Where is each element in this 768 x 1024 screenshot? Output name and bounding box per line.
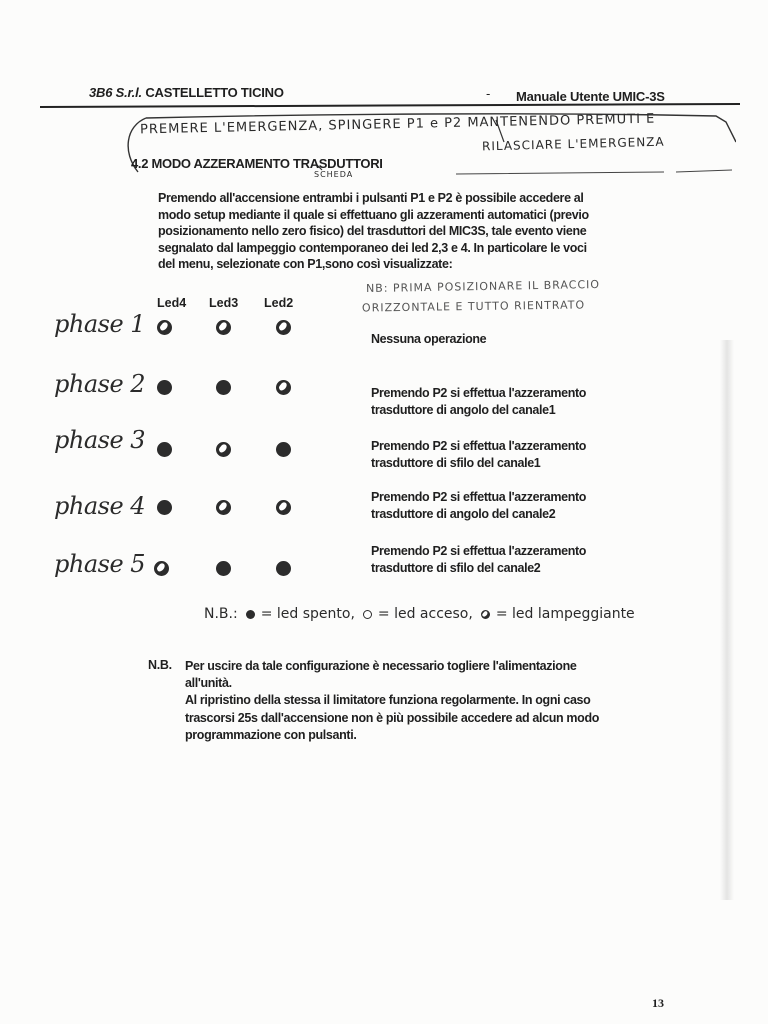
led4-header: Led4 [157, 296, 187, 310]
company-name: 3B6 S.r.l. [89, 85, 142, 100]
led2-indicator [276, 500, 291, 515]
note-line: programmazione con pulsanti. [185, 727, 357, 742]
phase-label: phase 5 [54, 550, 146, 578]
led-off-icon [246, 610, 255, 619]
header-company [89, 85, 284, 100]
paragraph-line: posizionamento nello zero fisico) del trasduttori del MIC3S, tale evento viene [158, 224, 587, 239]
led3-indicator [216, 320, 231, 335]
handwritten-nb-line1: NB: PRIMA POSIZIONARE IL BRACCIO [365, 277, 601, 296]
led3-indicator [216, 561, 231, 576]
phase-description [371, 489, 586, 523]
description-line: Nessuna operazione [371, 332, 487, 346]
handwritten-scheda: SCHEDA [314, 170, 354, 179]
description-line: Premendo P2 si effettua l'azzeramento [371, 439, 587, 453]
led4-indicator [157, 500, 172, 515]
led3-indicator [216, 380, 231, 395]
note-line: all'unità. [185, 676, 232, 691]
header-dash: - [486, 86, 491, 101]
page-number: 13 [652, 996, 664, 1010]
led2-indicator [276, 442, 291, 457]
legend-prefix: N.B.: [204, 606, 238, 622]
led2-indicator [276, 561, 291, 576]
phase-label: phase 2 [54, 370, 146, 398]
legend-blink-text: = led lampeggiante [495, 606, 635, 622]
led4-indicator [157, 380, 172, 395]
led-on-icon [363, 610, 372, 619]
intro-paragraph [158, 190, 686, 273]
handwritten-nb-line2: ORIZZONTALE E TUTTO RIENTRATO [361, 298, 586, 315]
phase-label: phase 1 [54, 310, 146, 338]
paragraph-line: modo setup mediante il quale si effettuano gli azzeramenti automatici (previo [158, 207, 589, 222]
header-rule [40, 103, 740, 108]
paragraph-line: del menu, selezionate con P1,sono così visualizzate: [158, 257, 453, 272]
scan-shadow [720, 340, 734, 900]
led-blink-icon [481, 610, 490, 619]
note-line: trascorsi 25s dall'accensione non è più possibile accedere ad alcun modo [185, 710, 600, 725]
led3-header: Led3 [209, 296, 239, 310]
led4-indicator [154, 561, 169, 576]
note-text [185, 658, 705, 744]
description-line: trasduttore di angolo del canale2 [371, 507, 556, 521]
note-line: Al ripristino della stessa il limitatore funziona regolarmente. In ogni caso [185, 693, 591, 708]
section-title: 4.2 MODO AZZERAMENTO TRASDUTTORI [131, 156, 383, 171]
led4-indicator [157, 442, 172, 457]
note-line: Per uscire da tale configurazione è necessario togliere l'alimentazione [185, 659, 577, 673]
phase-description [371, 543, 586, 577]
led2-indicator [276, 380, 291, 395]
led4-indicator [157, 320, 172, 335]
handwritten-note-line2: RILASCIARE L'EMERGENZA [481, 134, 665, 154]
paragraph-line: Premendo all'accensione entrambi i pulsanti P1 e P2 è possibile accedere al [158, 191, 584, 205]
description-line: Premendo P2 si effettua l'azzeramento [371, 544, 587, 558]
legend-off-text: = led spento, [260, 606, 355, 622]
description-line: trasduttore di sfilo del canale1 [371, 456, 541, 470]
description-line: trasduttore di angolo del canale1 [371, 403, 556, 417]
led3-indicator [216, 500, 231, 515]
led3-indicator [216, 442, 231, 457]
description-line: Premendo P2 si effettua l'azzeramento [371, 490, 587, 504]
phase-description [371, 438, 586, 472]
legend-on-text: = led acceso, [377, 606, 473, 622]
led2-header: Led2 [264, 296, 294, 310]
note-label: N.B. [148, 658, 172, 672]
company-place: CASTELLETTO TICINO [145, 85, 284, 100]
led2-indicator [276, 320, 291, 335]
paragraph-line: segnalato dal lampeggio contemporaneo dei led 2,3 e 4. In particolare le voci [158, 240, 587, 255]
description-line: Premendo P2 si effettua l'azzeramento [371, 386, 587, 400]
handwritten-note-line1: PREMERE L'EMERGENZA, SPINGERE P1 e P2 MANTENENDO PREMUTI E [139, 111, 656, 138]
phase-label: phase 4 [54, 492, 146, 520]
header-manual-title: Manuale Utente UMIC-3S [516, 89, 665, 104]
phase-label: phase 3 [54, 426, 146, 454]
phase-description [371, 331, 486, 348]
phase-description [371, 385, 586, 419]
led-legend [204, 606, 635, 622]
description-line: trasduttore di sfilo del canale2 [371, 561, 541, 575]
